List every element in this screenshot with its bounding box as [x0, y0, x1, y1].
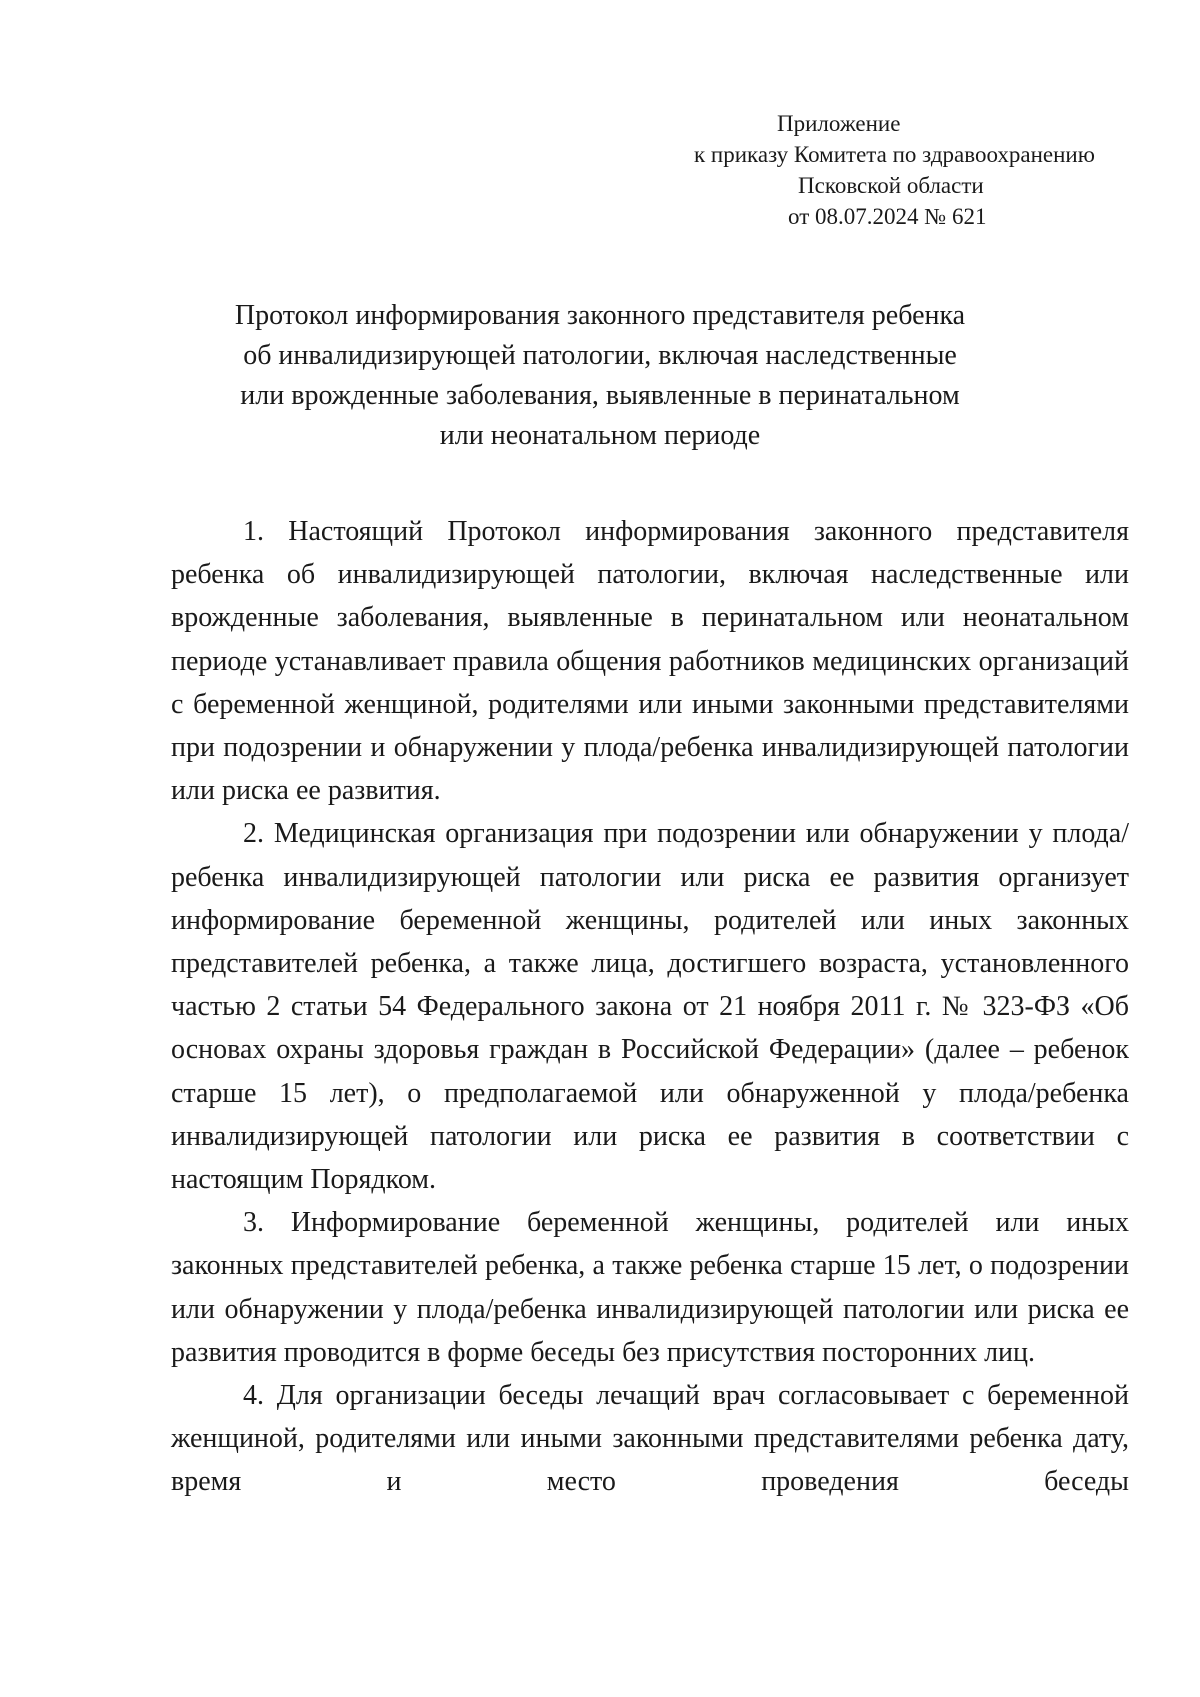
- title-line: или неонатальном периоде: [439, 420, 761, 451]
- appendix-label: Приложение: [777, 111, 901, 136]
- paragraph-text: Для организации беседы лечащий врач согласовывает с беременной женщиной, родителями или иными законными представителями ребенка дату, время и место проведения беседы: [171, 1380, 1129, 1498]
- document-body: [171, 510, 1129, 1504]
- paragraph-number: 3.: [243, 1207, 264, 1239]
- title-line: или врожденные заболевания, выявленные в перинатальном: [240, 380, 960, 411]
- paragraph-2: [171, 812, 1129, 1201]
- title-line: Протокол информирования законного представителя ребенка: [234, 300, 966, 331]
- paragraph-text: Настоящий Протокол информирования законного представителя ребенка об инвалидизирующей патологии, включая наследственные или врожденные заболевания, выявленные в перинатальном или неонатальном периоде устанавливает правила общения работников медицинских организаций с беременной женщиной, родителями или иными законными представителями при подозрении и обнаружении у плода/ребенка инвалидизирующей патологии или риска ее развития.: [171, 516, 1129, 807]
- paragraph-number: 1.: [243, 516, 264, 547]
- paragraph-number: 2.: [243, 818, 264, 850]
- paragraph-4: [171, 1374, 1129, 1504]
- paragraph-1: [171, 510, 1129, 812]
- paragraph-number: 4.: [243, 1380, 264, 1412]
- appendix-order-reference: к приказу Комитета по здравоохранению: [694, 142, 1095, 167]
- appendix-region: Псковской области: [798, 173, 984, 198]
- appendix-date-number: от 08.07.2024 № 621: [788, 204, 987, 229]
- title-line: об инвалидизирующей патологии, включая наследственные: [243, 340, 957, 371]
- paragraph-3: [171, 1201, 1129, 1374]
- paragraph-text: Медицинская организация при подозрении или обнаружении у плода/ребенка инвалидизирующей патологии или риска ее развития организует информирование беременной женщины, родителей или иных законных представителей ребенка, а также лица, достигшего возраста, установленного частью 2 статьи 54 Федерального закона от 21 ноября 2011 г. № 323-ФЗ «Об основах охраны здоровья граждан в Российской Федерации» (далее – ребенок старше 15 лет), о предполагаемой или обнаруженной у плода/ребенка инвалидизирующей патологии или риска ее развития в соответствии с настоящим Порядком.: [171, 818, 1130, 1196]
- document-title: [160, 296, 1040, 456]
- appendix-header: [620, 108, 1140, 232]
- paragraph-text: Информирование беременной женщины, родителей или иных законных представителей ребенка, а также ребенка старше 15 лет, о подозрении или обнаружении у плода/ребенка инвалидизирующей патологии или риска ее развития проводится в форме беседы без присутствия посторонних лиц.: [171, 1207, 1130, 1368]
